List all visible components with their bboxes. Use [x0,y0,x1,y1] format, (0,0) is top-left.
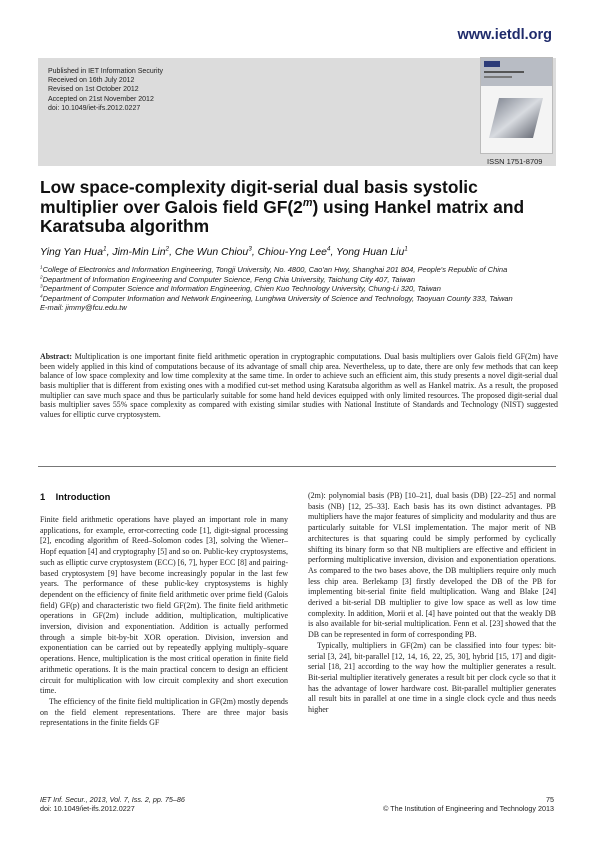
section-heading: 1 Introduction [40,491,111,502]
chip-image [489,98,543,138]
paper-title: Low space-complexity digit-serial dual basis systolic multiplier over Galois field GF(2$^m$) using Hankel matrix and Karatsuba algorithm [40,177,525,236]
issn: ISSN 1751-8709 [487,157,543,166]
affiliation: $^3$Department of Computer Science and Information Engineering, Chien Kuo Technology University, Chung-Li 320, Taiwan [40,283,441,294]
published-line: Published in IET Information Security [48,68,164,75]
divider [38,466,556,467]
body-column-right [308,491,556,716]
received-line: Received on 16th July 2012 [48,77,135,85]
paragraph: The efficiency of the finite field multiplication in GF(2m) mostly depends on the field element representations. There are three major basis representations in the finite fields GF [40,696,288,728]
author: Chiou-Yng Lee$^4$, [257,245,337,258]
affiliation: $^2$Department of Information Engineering and Computer Science, Feng Chia University, Taichung City 407, Taiwan [40,274,416,284]
author: Jim-Min Lin$^2$, [112,245,175,258]
paragraph: Typically, multipliers in GF(2m) can be classified into four types: bit-serial [3, 24], bit-parallel [12, 14, 16, 22, 25, 30], hybrid [15, 17] and digit-serial [18, 21] according to the way how the multiplier generates a result. Bit-serial multiplier iteratively generates a result bit per clock cycle so that it has the advantage of lower hardware cost. Bit-parallel multiplier generates all result bits in parallel at one time in a single clock cycle and thus needs higher [308,640,556,715]
revised-line: Revised on 1st October 2012 [48,86,139,94]
affiliations [40,265,560,313]
author: Ying Yan Hua$^1$, [40,245,113,258]
journal-citation: IET Inf. Secur., 2013, Vol. 7, Iss. 2, pp. 75–86 [40,795,185,804]
site-url[interactable]: www.ietdl.org [457,27,552,43]
doi-line: doi: 10.1049/iet-ifs.2012.0227 [48,104,141,112]
page-number: 75 [546,795,554,804]
author-list [40,247,408,258]
abstract [40,352,558,420]
footer-left [40,795,185,814]
author: Che Wun Chiou$^3$, [174,245,258,258]
affiliation: $^1$College of Electronics and Information Engineering, Tongji University, No. 4800, Cao'an Hwy, Shanghai 201 804, People's Republic of China [40,264,508,274]
email[interactable]: E-mail: jimmy@fcu.edu.tw [40,303,127,313]
abstract-label: Abstract: [40,352,72,361]
footer-doi: doi: 10.1049/iet-ifs.2012.0227 [40,804,135,814]
accepted-line: Accepted on 21st November 2012 [48,95,154,103]
body-column-left [40,515,288,729]
author: Yong Huan Liu$^1$ [336,245,408,258]
copyright: © The Institution of Engineering and Technology 2013 [383,804,554,814]
iet-logo-icon [484,61,500,67]
footer-right [383,795,554,814]
publication-info [48,67,163,113]
journal-cover-thumbnail [480,57,553,154]
abstract-text: Multiplication is one important finite field arithmetic operation in cryptographic computations. Dual basis multipliers over Galois field GF(2m) have been widely applied in this kind of computations because of its advantage of small chip area. Nevertheless, up to date, there are only few methods that can keep balance of low space complexity and low time complexity at the same time. In order to achieve such an efficient aim, this study presents a novel digit-serial dual basis multiplier that is different from existing ones with a modified cut-set method using Karatsuba algorithm as well as Hankel matrix. As a result, the proposed multiplier can save much space and thus be particularly suitable for some hand held devices equipped with only limited resources. The proposed digit-serial dual basis multiplier saves 55% space complexity as compared with existing similar studies with National Institute of Standards and Technology (NIST) suggested values for elliptic curve cryptosystem. [40,352,558,419]
affiliation: $^4$Department of Computer Information and Network Engineering, Lunghwa University of Science and Technology, Taoyuan County 333, Taiwan [40,293,513,303]
paragraph: (2m): polynomial basis (PB) [10–21], dual basis (DB) [22–25] and normal basis (NB) [12, 25–33]. Each basis has its own distinct advantages. PB multipliers have the major features of simplicity and modularity and thus are particularly suitable for VLSI implementation. The major merit of NB architectures is that squaring could be simply performed by cyclically shifting its binary form so that NB multipliers are effective and efficient in performing multiplicative inversion, division and exponentiation operations. As compared to the two bases above, the DB multipliers require only much less chip area. Berlekamp [3] firstly developed the DB of the PB for implementing bit-serial finite field multiplication. Wang and Blake [24] derived a bit-serial DB multiplier to give low space as well as low time complexity. In addition, Morii et al. [4] have pointed out that the weakly DB is also available for bit-serial multiplication. Fenn et al. [23] showed that the DB can be represented in form of corresponding PB. [308,491,556,640]
paragraph: Finite field arithmetic operations have played an important role in many applications, for example, error-correcting code [1], digit-signal processing [2], encoding algorithm of Reed–Solomon codes [3], solving the Wiener–Hopf equation [4] and cryptography [5] and so on. Public-key cryptosystems, such as elliptic curve cryptosystem (ECC) [6, 7], hyper ECC [8] and pairing-based cryptosystem [9] have become increasingly popular in the last few years. The performance of these public-key cryptosystems is highly dependent on the efficiency of finite field arithmetic over prime field (Galois field) GF(p) and characteristic two field GF(2m). The finite field arithmetic operations in GF(2m) include addition, multiplication, multiplicative inversion, division and exponentiation. Addition is actually performed through a simple bit-by-bit XOR operation. Division, inversion and exponentiation can be carried out by repeatedly applying multiply–square operations. Hence, multiplication is the most critical operation in finite field arithmetic operations. It is the main practical concern to design an efficient circuit for multiplication with low circuit complexity and short execution time. [40,515,288,696]
